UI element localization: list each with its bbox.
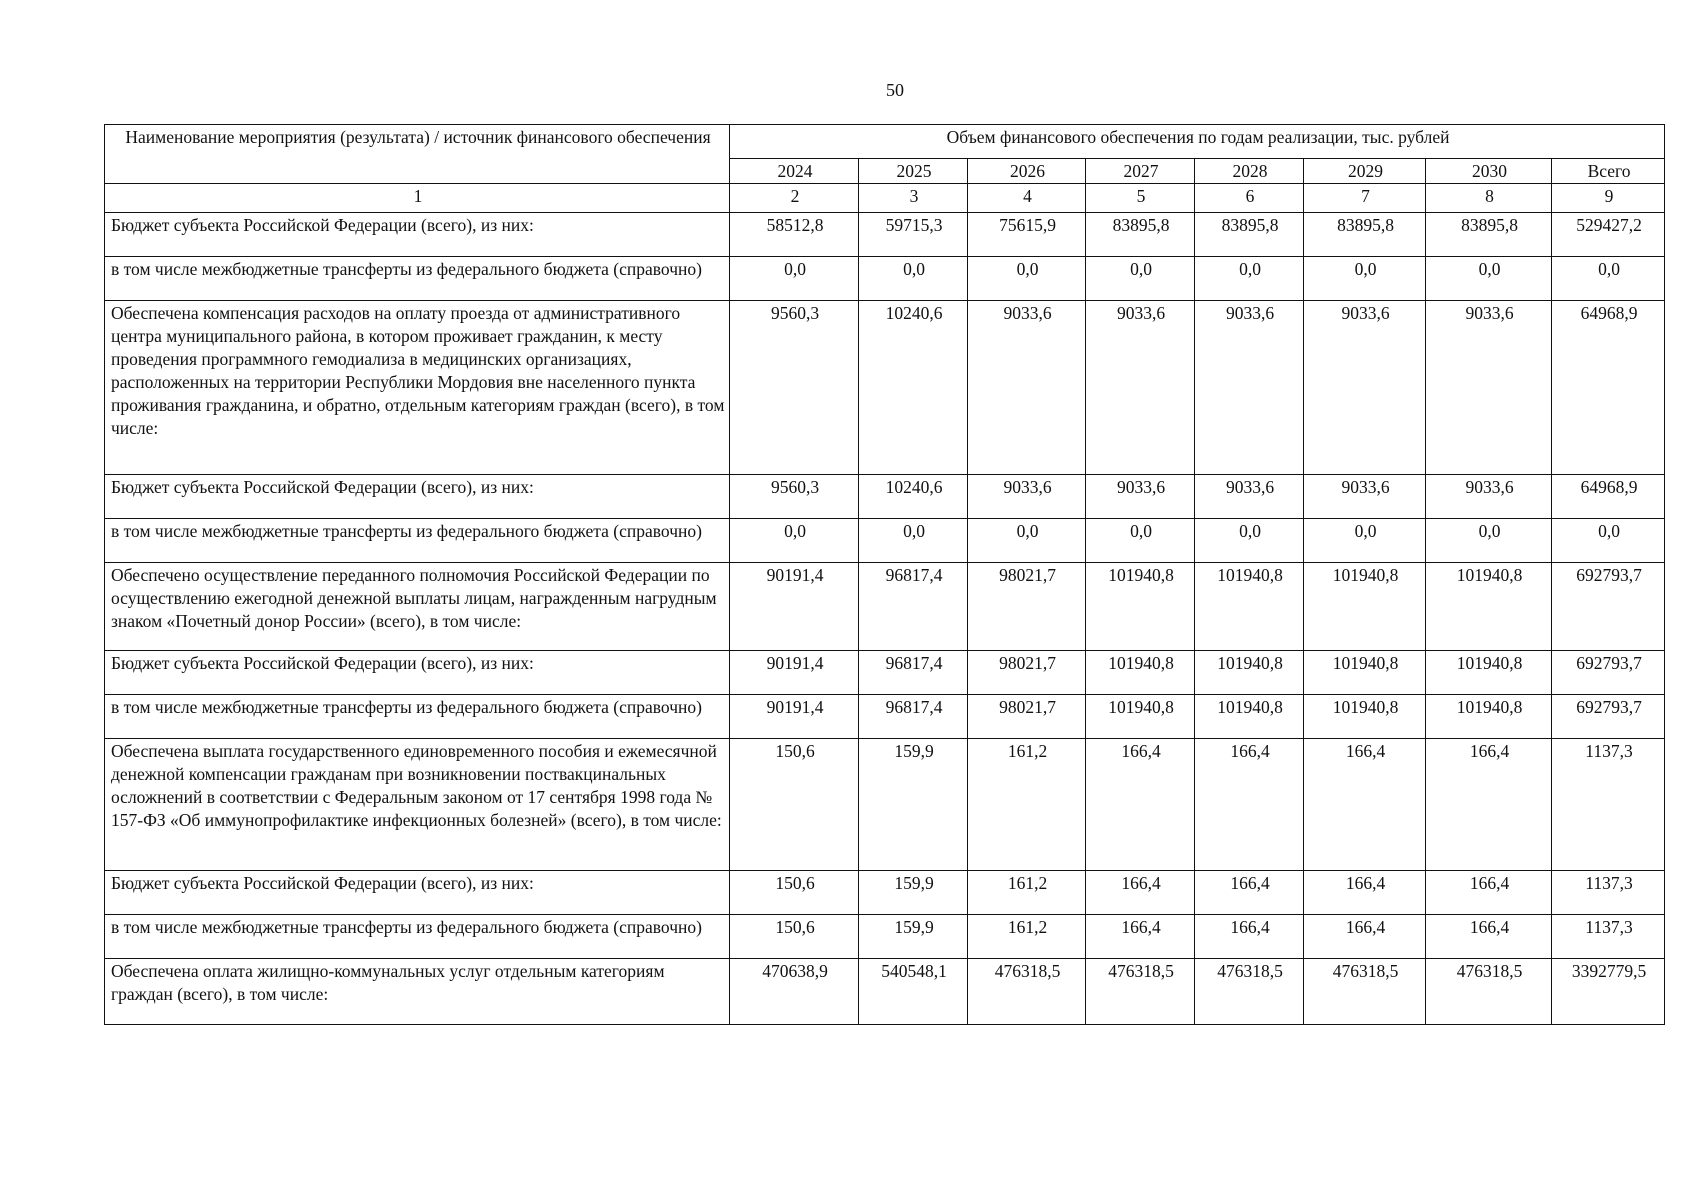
row-year-value: 90191,4 [730, 695, 859, 739]
header-year: 2030 [1426, 159, 1552, 184]
row-total-value: 529427,2 [1552, 213, 1665, 257]
row-year-value: 0,0 [1304, 257, 1426, 301]
row-year-value: 166,4 [1195, 915, 1304, 959]
row-total-value: 1137,3 [1552, 739, 1665, 871]
table-row [105, 871, 1665, 915]
row-total-value: 0,0 [1552, 519, 1665, 563]
row-year-value: 476318,5 [1426, 959, 1552, 1025]
row-year-value: 159,9 [859, 739, 968, 871]
row-year-value: 96817,4 [859, 651, 968, 695]
column-number: 5 [1086, 184, 1195, 213]
row-year-value: 0,0 [1195, 257, 1304, 301]
row-year-value: 75615,9 [968, 213, 1086, 257]
row-year-value: 101940,8 [1086, 651, 1195, 695]
row-year-value: 101940,8 [1304, 563, 1426, 651]
table-row [105, 739, 1665, 871]
table-row [105, 301, 1665, 475]
row-year-value: 9033,6 [1086, 475, 1195, 519]
column-number: 1 [105, 184, 730, 213]
row-year-value: 0,0 [1086, 257, 1195, 301]
column-number: 9 [1552, 184, 1665, 213]
column-number: 7 [1304, 184, 1426, 213]
row-year-value: 101940,8 [1195, 695, 1304, 739]
row-name: в том числе межбюджетные трансферты из федерального бюджета (справочно) [105, 695, 730, 739]
row-year-value: 161,2 [968, 871, 1086, 915]
row-year-value: 83895,8 [1426, 213, 1552, 257]
table-row [105, 475, 1665, 519]
row-year-value: 101940,8 [1086, 563, 1195, 651]
row-year-value: 96817,4 [859, 695, 968, 739]
row-year-value: 9033,6 [1086, 301, 1195, 475]
row-year-value: 9033,6 [1195, 475, 1304, 519]
row-year-value: 150,6 [730, 871, 859, 915]
row-name: Обеспечено осуществление переданного полномочия Российской Федерации по осуществлению ежегодной денежной выплаты лицам, награжденным нагрудным знаком «Почетный донор России» (всего), в том числе: [105, 563, 730, 651]
row-year-value: 83895,8 [1304, 213, 1426, 257]
row-year-value: 166,4 [1304, 915, 1426, 959]
row-name: в том числе межбюджетные трансферты из федерального бюджета (справочно) [105, 915, 730, 959]
header-year: 2025 [859, 159, 968, 184]
row-year-value: 0,0 [1304, 519, 1426, 563]
row-year-value: 101940,8 [1195, 563, 1304, 651]
row-year-value: 9033,6 [1304, 301, 1426, 475]
row-year-value: 90191,4 [730, 651, 859, 695]
row-total-value: 692793,7 [1552, 651, 1665, 695]
row-year-value: 0,0 [730, 519, 859, 563]
row-year-value: 90191,4 [730, 563, 859, 651]
column-number: 8 [1426, 184, 1552, 213]
row-name: Обеспечена оплата жилищно-коммунальных услуг отдельным категориям граждан (всего), в том числе: [105, 959, 730, 1025]
row-year-value: 101940,8 [1304, 695, 1426, 739]
row-total-value: 692793,7 [1552, 695, 1665, 739]
row-name: Бюджет субъекта Российской Федерации (всего), из них: [105, 475, 730, 519]
financing-table [104, 124, 1665, 1025]
row-year-value: 9033,6 [1195, 301, 1304, 475]
row-year-value: 101940,8 [1195, 651, 1304, 695]
table-row [105, 519, 1665, 563]
row-year-value: 9033,6 [1426, 475, 1552, 519]
row-year-value: 83895,8 [1195, 213, 1304, 257]
row-year-value: 101940,8 [1086, 695, 1195, 739]
header-year: 2024 [730, 159, 859, 184]
row-year-value: 0,0 [859, 519, 968, 563]
row-total-value: 64968,9 [1552, 475, 1665, 519]
row-year-value: 540548,1 [859, 959, 968, 1025]
header-year: 2027 [1086, 159, 1195, 184]
row-year-value: 101940,8 [1426, 651, 1552, 695]
row-name: Бюджет субъекта Российской Федерации (всего), из них: [105, 213, 730, 257]
row-year-value: 96817,4 [859, 563, 968, 651]
row-name: Бюджет субъекта Российской Федерации (всего), из них: [105, 651, 730, 695]
row-year-value: 10240,6 [859, 475, 968, 519]
row-year-value: 9033,6 [1426, 301, 1552, 475]
row-year-value: 150,6 [730, 915, 859, 959]
row-year-value: 161,2 [968, 739, 1086, 871]
row-name: Бюджет субъекта Российской Федерации (всего), из них: [105, 871, 730, 915]
header-year: 2026 [968, 159, 1086, 184]
column-number: 3 [859, 184, 968, 213]
row-year-value: 166,4 [1304, 871, 1426, 915]
header-financing-volume: Объем финансового обеспечения по годам реализации, тыс. рублей [730, 125, 1665, 159]
row-name: Обеспечена компенсация расходов на оплату проезда от административного центра муниципального района, в котором проживает гражданин, к месту проведения программного гемодиализа в медицинских организациях, расположенных на территории Республики Мордовия вне населенного пункта проживания гражданина, и обратно, отдельным категориям граждан (всего), в том числе: [105, 301, 730, 475]
row-year-value: 166,4 [1426, 915, 1552, 959]
header-year: 2028 [1195, 159, 1304, 184]
row-year-value: 150,6 [730, 739, 859, 871]
table-row [105, 563, 1665, 651]
table-row [105, 651, 1665, 695]
row-year-value: 166,4 [1195, 871, 1304, 915]
row-year-value: 0,0 [859, 257, 968, 301]
row-year-value: 9033,6 [968, 301, 1086, 475]
row-year-value: 161,2 [968, 915, 1086, 959]
column-number: 2 [730, 184, 859, 213]
row-year-value: 98021,7 [968, 651, 1086, 695]
row-total-value: 64968,9 [1552, 301, 1665, 475]
row-name: Обеспечена выплата государственного единовременного пособия и ежемесячной денежной компенсации гражданам при возникновении поствакцинальных осложнений в соответствии с Федеральным законом от 17 сентября 1998 года № 157-ФЗ «Об иммунопрофилактике инфекционных болезней» (всего), в том числе: [105, 739, 730, 871]
page-number: 50 [886, 80, 904, 100]
row-year-value: 0,0 [1426, 257, 1552, 301]
row-year-value: 58512,8 [730, 213, 859, 257]
row-year-value: 101940,8 [1304, 651, 1426, 695]
row-year-value: 0,0 [968, 519, 1086, 563]
row-total-value: 1137,3 [1552, 915, 1665, 959]
row-total-value: 3392779,5 [1552, 959, 1665, 1025]
table-row [105, 915, 1665, 959]
row-year-value: 476318,5 [968, 959, 1086, 1025]
row-year-value: 101940,8 [1426, 695, 1552, 739]
header-year: 2029 [1304, 159, 1426, 184]
row-year-value: 166,4 [1426, 871, 1552, 915]
row-year-value: 159,9 [859, 871, 968, 915]
row-year-value: 0,0 [968, 257, 1086, 301]
row-year-value: 9560,3 [730, 475, 859, 519]
header-year: Всего [1552, 159, 1665, 184]
column-number: 6 [1195, 184, 1304, 213]
row-year-value: 0,0 [730, 257, 859, 301]
row-year-value: 159,9 [859, 915, 968, 959]
row-year-value: 59715,3 [859, 213, 968, 257]
row-year-value: 10240,6 [859, 301, 968, 475]
row-year-value: 476318,5 [1195, 959, 1304, 1025]
row-year-value: 476318,5 [1086, 959, 1195, 1025]
row-year-value: 166,4 [1086, 871, 1195, 915]
row-year-value: 166,4 [1304, 739, 1426, 871]
row-year-value: 166,4 [1086, 915, 1195, 959]
row-year-value: 0,0 [1086, 519, 1195, 563]
row-year-value: 166,4 [1195, 739, 1304, 871]
row-year-value: 98021,7 [968, 563, 1086, 651]
table-row [105, 257, 1665, 301]
table-row [105, 213, 1665, 257]
row-year-value: 9033,6 [1304, 475, 1426, 519]
row-year-value: 470638,9 [730, 959, 859, 1025]
row-year-value: 166,4 [1086, 739, 1195, 871]
row-year-value: 83895,8 [1086, 213, 1195, 257]
row-year-value: 0,0 [1426, 519, 1552, 563]
row-year-value: 9560,3 [730, 301, 859, 475]
row-year-value: 101940,8 [1426, 563, 1552, 651]
row-year-value: 98021,7 [968, 695, 1086, 739]
table-row [105, 959, 1665, 1025]
row-year-value: 476318,5 [1304, 959, 1426, 1025]
row-total-value: 0,0 [1552, 257, 1665, 301]
column-number: 4 [968, 184, 1086, 213]
row-total-value: 692793,7 [1552, 563, 1665, 651]
row-year-value: 166,4 [1426, 739, 1552, 871]
row-year-value: 9033,6 [968, 475, 1086, 519]
row-name: в том числе межбюджетные трансферты из федерального бюджета (справочно) [105, 257, 730, 301]
row-year-value: 0,0 [1195, 519, 1304, 563]
header-activity-name: Наименование мероприятия (результата) / источник финансового обеспечения [105, 125, 730, 184]
row-total-value: 1137,3 [1552, 871, 1665, 915]
table-row [105, 695, 1665, 739]
row-name: в том числе межбюджетные трансферты из федерального бюджета (справочно) [105, 519, 730, 563]
